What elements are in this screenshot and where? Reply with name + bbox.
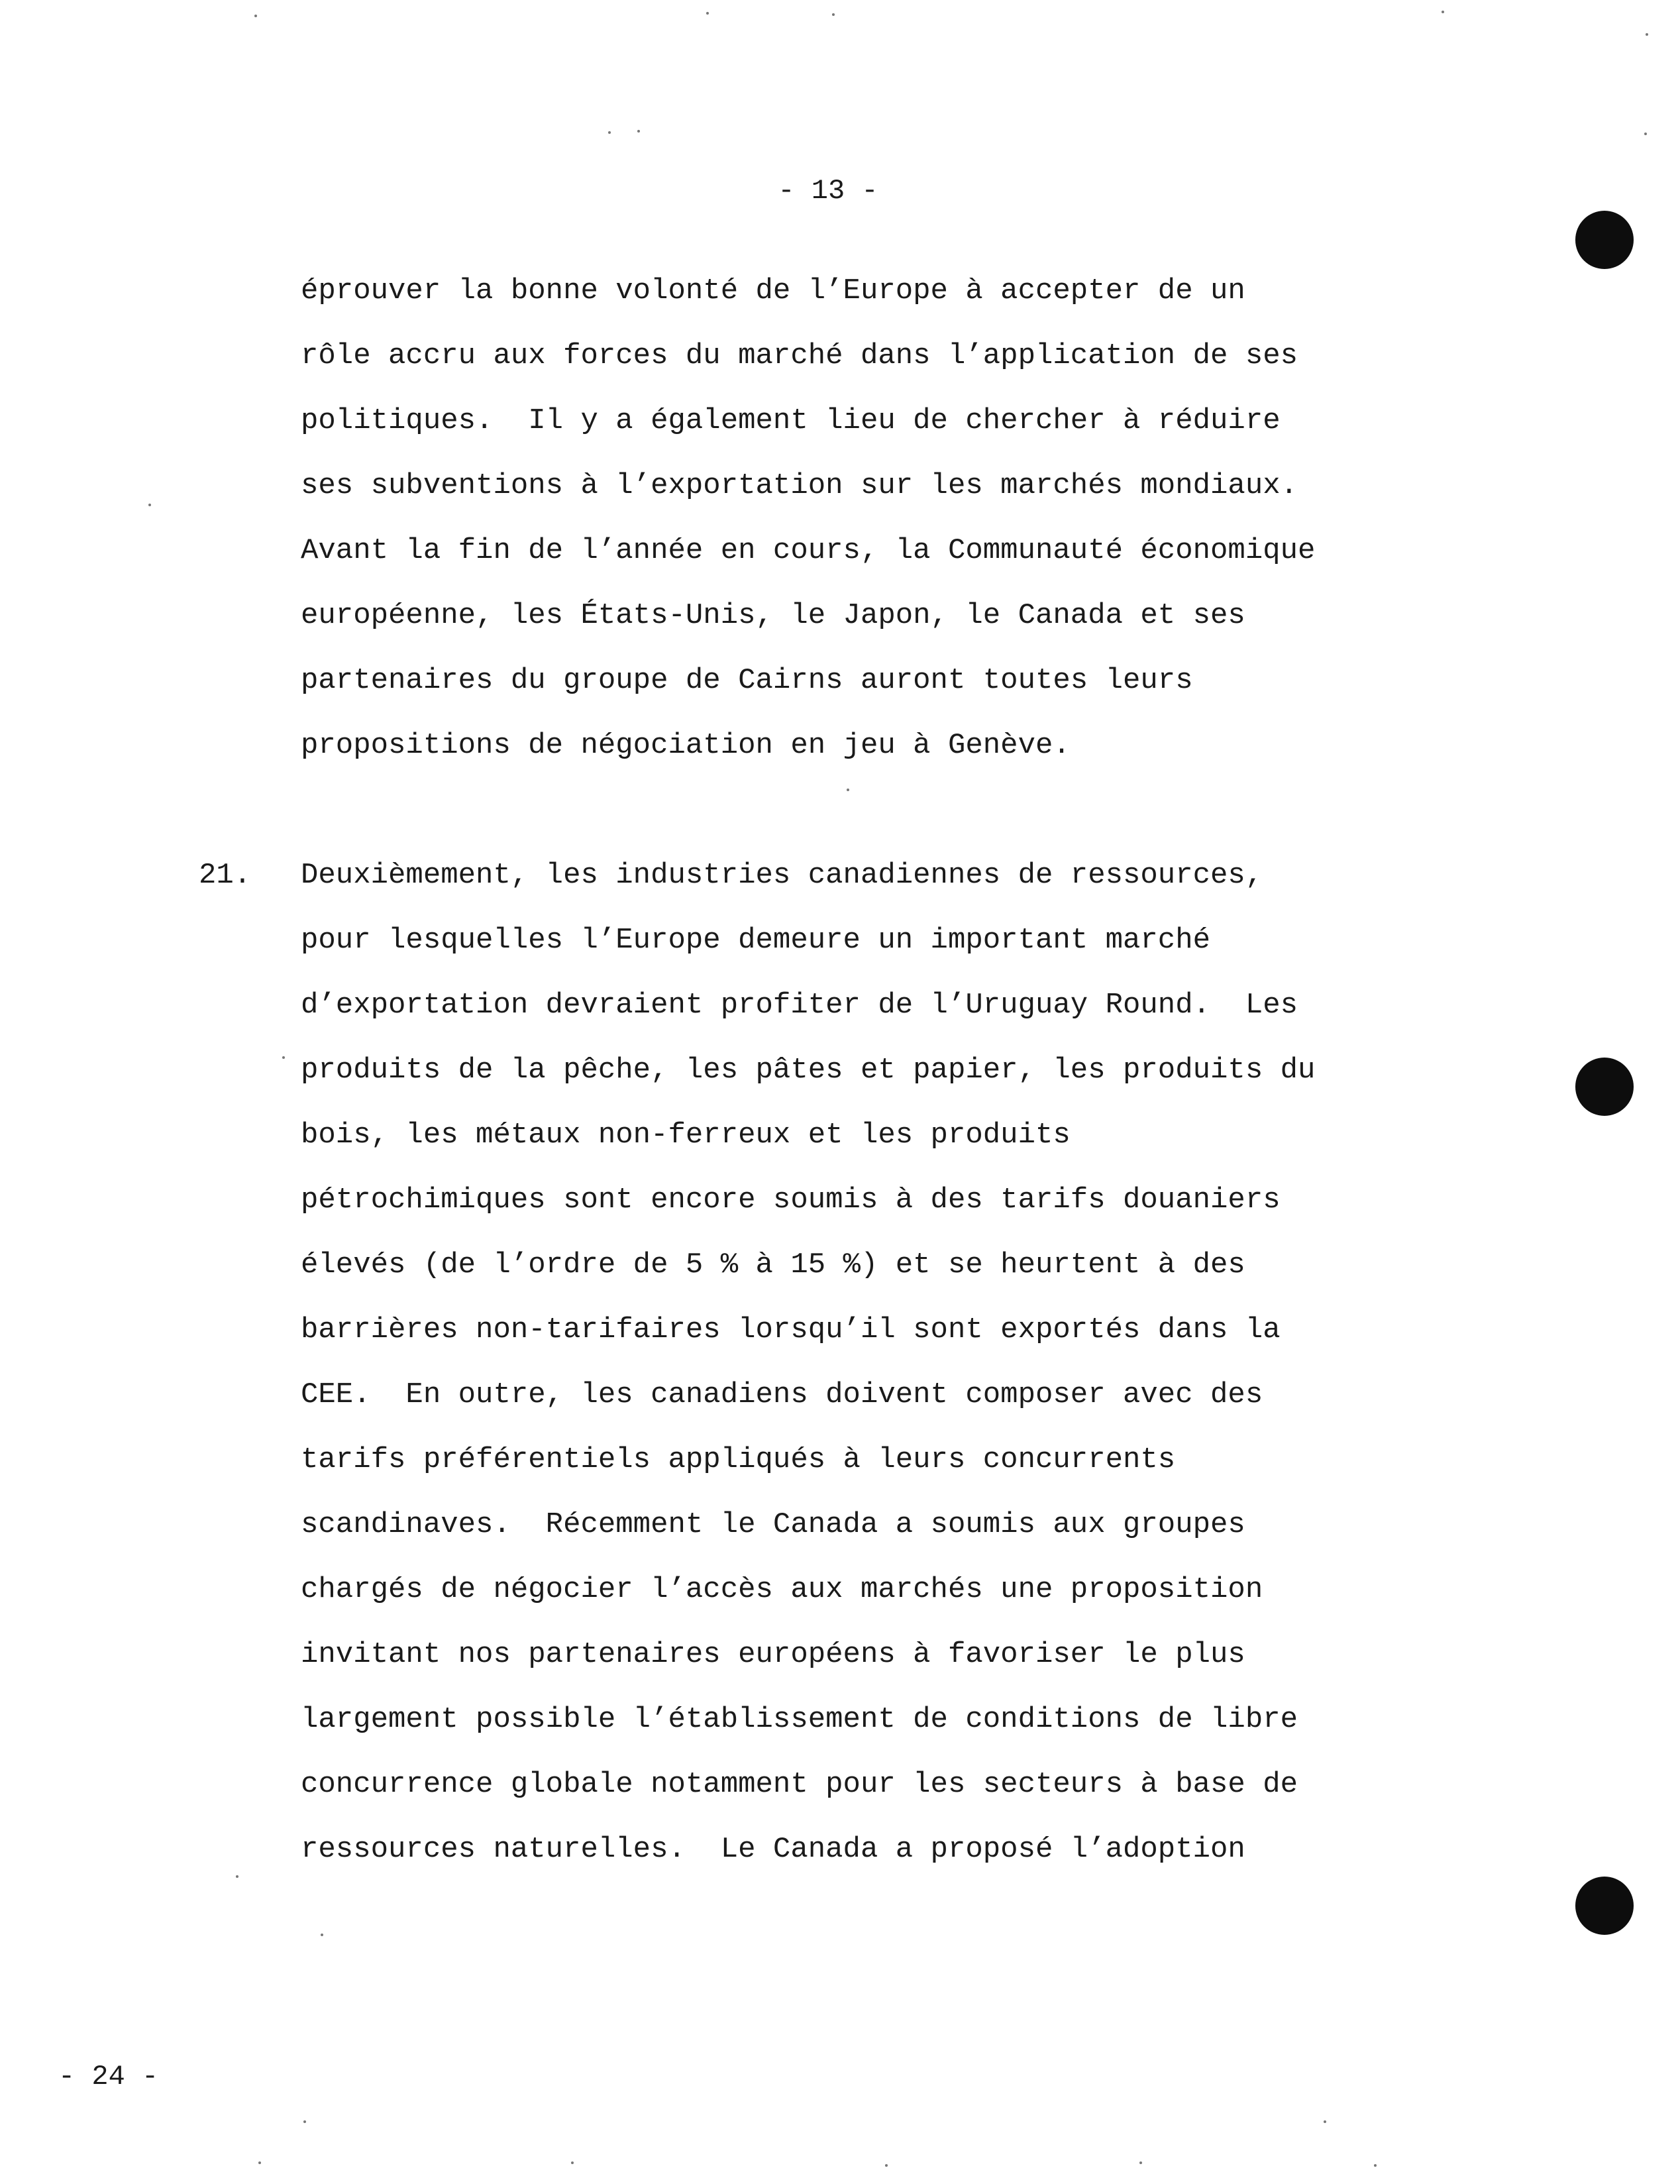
text-line: scandinaves. Récemment le Canada a soumis aux groupes: [301, 1508, 1245, 1541]
scan-speck: [847, 789, 849, 791]
text-line: pour lesquelles l’Europe demeure un important marché: [301, 924, 1211, 957]
scan-speck: [303, 2120, 306, 2123]
page-number: - 13 -: [778, 175, 878, 207]
text-line: ressources naturelles. Le Canada a proposé l’adoption: [301, 1833, 1245, 1866]
text-line: concurrence globale notamment pour les secteurs à base de: [301, 1768, 1298, 1801]
scan-speck: [832, 13, 835, 16]
text-line: bois, les métaux non-ferreux et les produits: [301, 1119, 1071, 1152]
text-line: chargés de négocier l’accès aux marchés une proposition: [301, 1573, 1263, 1606]
text-line: Avant la fin de l’année en cours, la Communauté économique: [301, 534, 1316, 567]
text-line: européenne, les États-Unis, le Japon, le Canada et ses: [301, 599, 1245, 632]
paragraph-continued: [301, 258, 1460, 778]
paragraph-21: [301, 843, 1460, 1882]
text-line: Deuxièmement, les industries canadiennes de ressources,: [301, 859, 1263, 892]
scan-speck: [1442, 11, 1444, 13]
scan-speck: [1139, 2161, 1142, 2164]
paragraph-number: 21.: [199, 859, 252, 892]
text-line: d’exportation devraient profiter de l’Uruguay Round. Les: [301, 989, 1298, 1022]
text-line: invitant nos partenaires européens à favoriser le plus: [301, 1638, 1245, 1671]
scan-speck: [321, 1934, 323, 1936]
punch-hole: [1575, 1877, 1634, 1935]
text-line: ses subventions à l’exportation sur les marchés mondiaux.: [301, 469, 1298, 502]
scan-speck: [571, 2161, 574, 2164]
scan-speck: [1646, 33, 1648, 36]
punch-hole: [1575, 1058, 1634, 1116]
text-line: largement possible l’établissement de conditions de libre: [301, 1703, 1298, 1736]
footer-page-number: - 24 -: [58, 2061, 159, 2093]
scan-speck: [282, 1056, 285, 1059]
scan-speck: [1324, 2120, 1326, 2123]
text-line: partenaires du groupe de Cairns auront toutes leurs: [301, 664, 1193, 697]
scan-speck: [1644, 133, 1647, 135]
text-line: tarifs préférentiels appliqués à leurs concurrents: [301, 1443, 1176, 1476]
text-line: produits de la pêche, les pâtes et papier, les produits du: [301, 1054, 1316, 1087]
text-line: propositions de négociation en jeu à Genève.: [301, 729, 1071, 762]
text-line: barrières non-tarifaires lorsqu’il sont exportés dans la: [301, 1313, 1281, 1346]
text-line: élevés (de l’ordre de 5 % à 15 %) et se heurtent à des: [301, 1248, 1245, 1282]
scan-speck: [608, 131, 611, 134]
punch-hole: [1575, 211, 1634, 269]
text-line: pétrochimiques sont encore soumis à des tarifs douaniers: [301, 1183, 1281, 1217]
scan-speck: [706, 12, 709, 15]
text-line: rôle accru aux forces du marché dans l’application de ses: [301, 339, 1298, 372]
scan-speck: [258, 2161, 261, 2164]
scan-speck: [885, 2164, 888, 2167]
scan-speck: [637, 130, 640, 133]
text-line: éprouver la bonne volonté de l’Europe à accepter de un: [301, 274, 1245, 307]
scan-speck: [254, 15, 257, 17]
scan-speck: [148, 504, 151, 506]
text-line: politiques. Il y a également lieu de chercher à réduire: [301, 404, 1281, 437]
text-line: CEE. En outre, les canadiens doivent composer avec des: [301, 1378, 1263, 1411]
scan-speck: [1374, 2164, 1377, 2167]
scan-speck: [236, 1875, 238, 1878]
